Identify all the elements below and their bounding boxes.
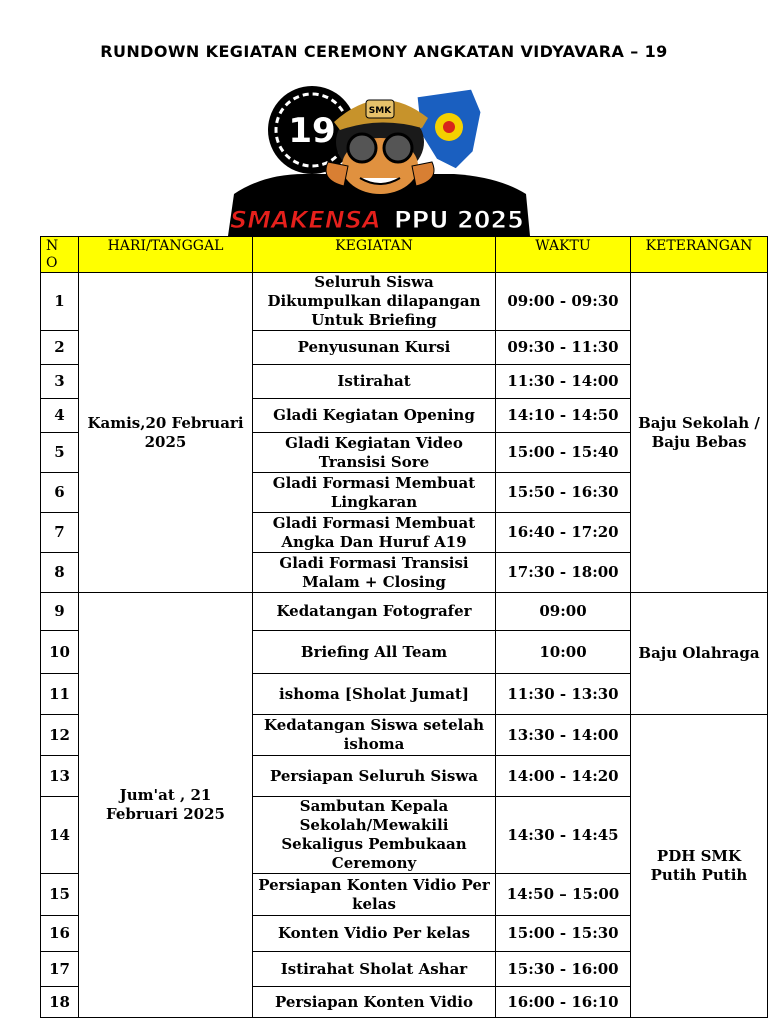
time-cell: 09:30 - 11:30 xyxy=(496,331,631,365)
header-kegiatan: KEGIATAN xyxy=(253,237,496,273)
row-number: 18 xyxy=(41,987,79,1018)
time-cell: 11:30 - 14:00 xyxy=(496,365,631,399)
document-title: RUNDOWN KEGIATAN CEREMONY ANGKATAN VIDYAVARA – 19 xyxy=(100,42,668,61)
row-number: 3 xyxy=(41,365,79,399)
activity-cell: Gladi Formasi Transisi Malam + Closing xyxy=(253,553,496,593)
activity-cell: Istirahat Sholat Ashar xyxy=(253,952,496,987)
activity-cell: Persiapan Konten Vidio Per kelas xyxy=(253,874,496,916)
time-cell: 14:00 - 14:20 xyxy=(496,756,631,797)
activity-cell: Penyusunan Kursi xyxy=(253,331,496,365)
row-number: 9 xyxy=(41,593,79,631)
activity-cell: ishoma [Sholat Jumat] xyxy=(253,674,496,715)
note-cell: PDH SMK Putih Putih xyxy=(631,715,768,1018)
row-number: 4 xyxy=(41,399,79,433)
time-cell: 11:30 - 13:30 xyxy=(496,674,631,715)
activity-cell: Gladi Kegiatan Opening xyxy=(253,399,496,433)
time-cell: 10:00 xyxy=(496,631,631,674)
activity-cell: Persiapan Konten Vidio xyxy=(253,987,496,1018)
row-number: 13 xyxy=(41,756,79,797)
header-no: N O xyxy=(41,237,79,273)
row-number: 1 xyxy=(41,273,79,331)
row-number: 11 xyxy=(41,674,79,715)
activity-cell: Gladi Kegiatan Video Transisi Sore xyxy=(253,433,496,473)
row-number: 5 xyxy=(41,433,79,473)
row-number: 17 xyxy=(41,952,79,987)
row-number: 12 xyxy=(41,715,79,756)
header-keterangan: KETERANGAN xyxy=(631,237,768,273)
table-row xyxy=(41,593,768,631)
activity-cell: Seluruh Siswa Dikumpulkan dilapangan Untuk Briefing xyxy=(253,273,496,331)
event-logo xyxy=(224,82,534,236)
day-cell: Jum'at , 21 Februari 2025 xyxy=(79,593,253,1018)
banner-text-red: SMAKENSA xyxy=(230,206,381,234)
row-number: 10 xyxy=(41,631,79,674)
row-number: 8 xyxy=(41,553,79,593)
time-cell: 16:00 - 16:10 xyxy=(496,987,631,1018)
time-cell: 15:00 - 15:40 xyxy=(496,433,631,473)
time-cell: 14:30 - 14:45 xyxy=(496,797,631,874)
time-cell: 09:00 xyxy=(496,593,631,631)
row-number: 6 xyxy=(41,473,79,513)
row-number: 16 xyxy=(41,916,79,952)
day-cell: Kamis,20 Februari 2025 xyxy=(79,273,253,593)
time-cell: 13:30 - 14:00 xyxy=(496,715,631,756)
rundown-table xyxy=(40,236,768,1018)
activity-cell: Gladi Formasi Membuat Lingkaran xyxy=(253,473,496,513)
activity-cell: Sambutan Kepala Sekolah/Mewakili Sekaligus Pembukaan Ceremony xyxy=(253,797,496,874)
row-number: 2 xyxy=(41,331,79,365)
activity-cell: Konten Vidio Per kelas xyxy=(253,916,496,952)
note-cell: Baju Sekolah / Baju Bebas xyxy=(631,273,768,593)
activity-cell: Istirahat xyxy=(253,365,496,399)
time-cell: 17:30 - 18:00 xyxy=(496,553,631,593)
row-number: 14 xyxy=(41,797,79,874)
activity-cell: Kedatangan Fotografer xyxy=(253,593,496,631)
header-waktu: WAKTU xyxy=(496,237,631,273)
cap-text: SMK xyxy=(368,106,392,116)
activity-cell: Briefing All Team xyxy=(253,631,496,674)
time-cell: 15:50 - 16:30 xyxy=(496,473,631,513)
banner-text-white: PPU 2025 xyxy=(394,206,524,234)
time-cell: 16:40 - 17:20 xyxy=(496,513,631,553)
table-row xyxy=(41,273,768,331)
time-cell: 14:50 – 15:00 xyxy=(496,874,631,916)
activity-cell: Gladi Formasi Membuat Angka Dan Huruf A19 xyxy=(253,513,496,553)
activity-cell: Kedatangan Siswa setelah ishoma xyxy=(253,715,496,756)
badge-number: 19 xyxy=(288,111,336,151)
note-cell: Baju Olahraga xyxy=(631,593,768,715)
time-cell: 15:00 - 15:30 xyxy=(496,916,631,952)
header-hari-tanggal: HARI/TANGGAL xyxy=(79,237,253,273)
time-cell: 15:30 - 16:00 xyxy=(496,952,631,987)
row-number: 7 xyxy=(41,513,79,553)
activity-cell: Persiapan Seluruh Siswa xyxy=(253,756,496,797)
time-cell: 14:10 - 14:50 xyxy=(496,399,631,433)
time-cell: 09:00 - 09:30 xyxy=(496,273,631,331)
row-number: 15 xyxy=(41,874,79,916)
